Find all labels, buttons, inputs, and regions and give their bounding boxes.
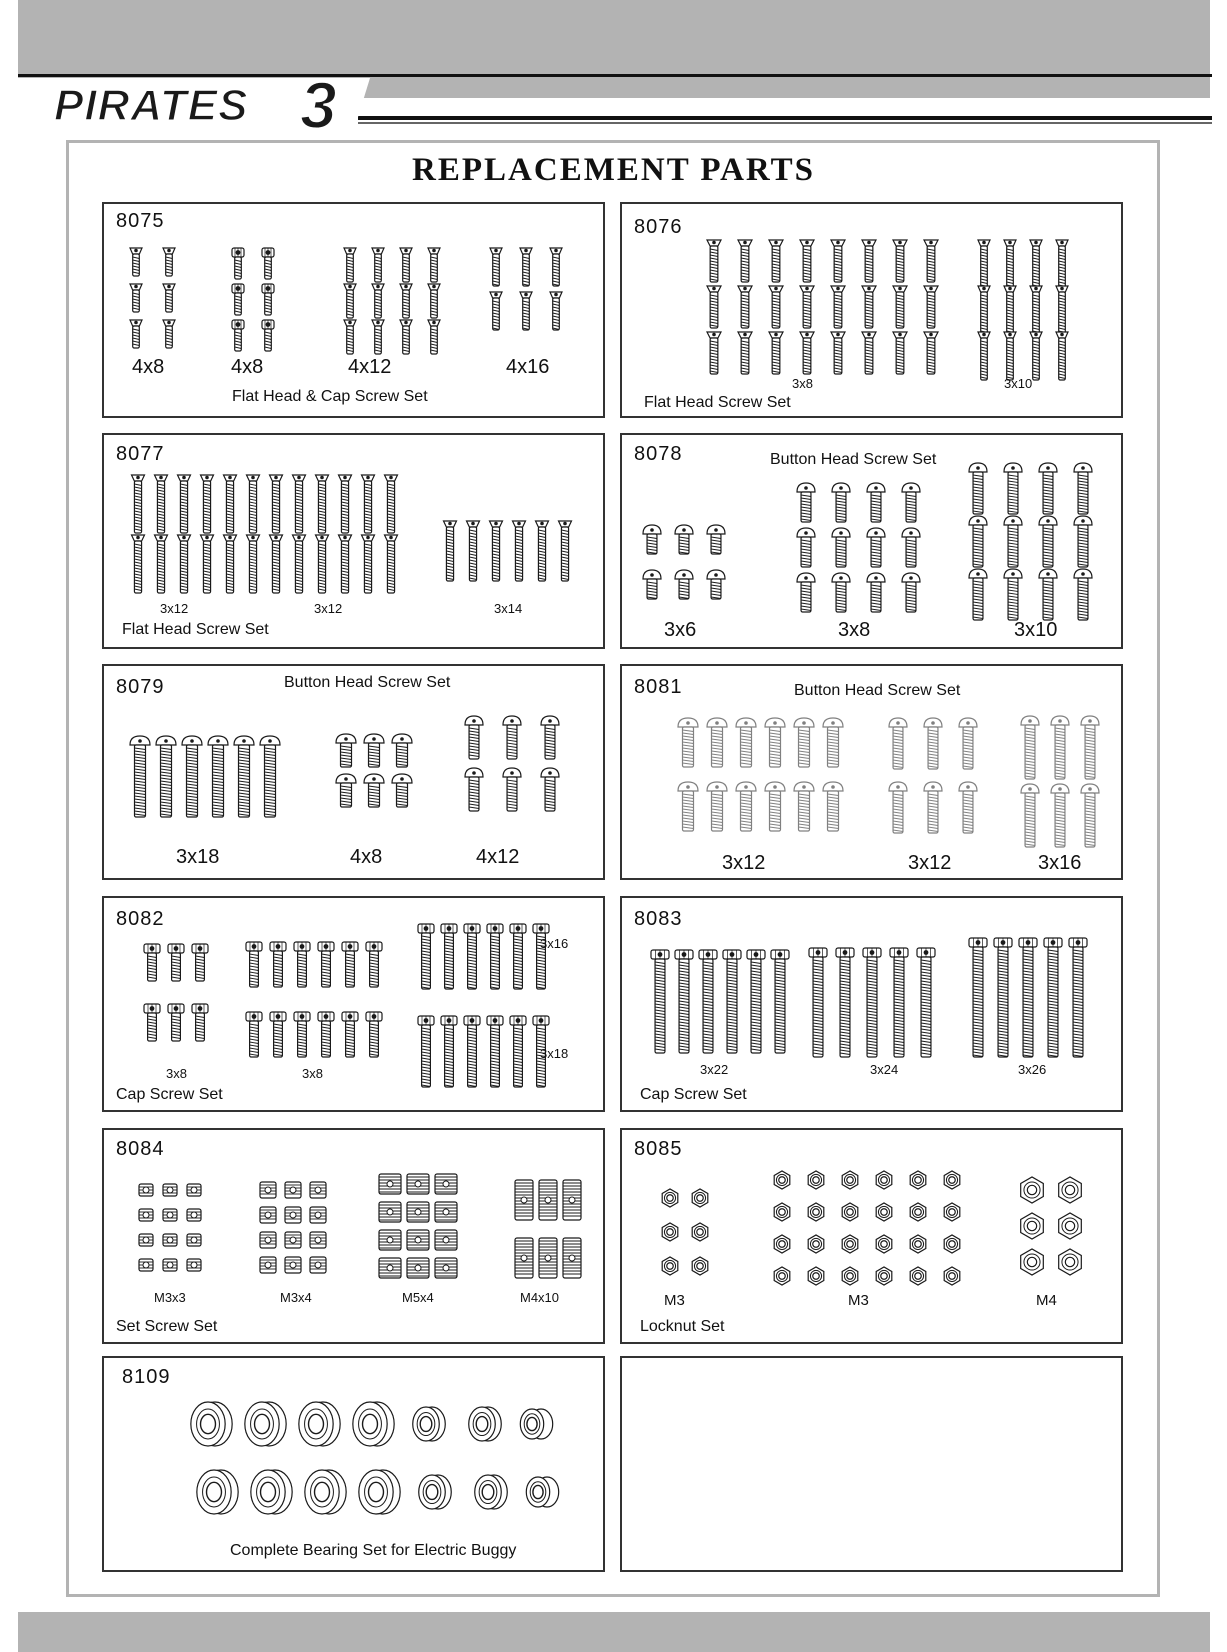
- logo-brand-text: PIRATES: [54, 81, 249, 130]
- flat-part-group: [490, 248, 562, 330]
- part-number: 8109: [122, 1366, 171, 1388]
- size-label: 4x16: [506, 356, 550, 378]
- part-number: 8075: [116, 210, 165, 232]
- part-number: 8077: [116, 443, 165, 465]
- panel-8081: [620, 664, 1123, 880]
- set-part-group: [379, 1174, 457, 1278]
- panel-8078: [620, 433, 1123, 649]
- part-number: 8078: [634, 443, 683, 465]
- set-label: Button Head Screw Set: [794, 682, 961, 699]
- parts-illustration: [622, 1130, 1125, 1346]
- flat-part-group: [444, 521, 572, 581]
- size-label: 3x14: [494, 601, 523, 616]
- size-label: 4x8: [350, 846, 383, 868]
- part-number: 8079: [116, 676, 165, 698]
- part-number: 8085: [634, 1138, 683, 1160]
- set-part-group: [260, 1182, 326, 1273]
- set-label: Locknut Set: [640, 1318, 725, 1335]
- panel-8077: [102, 433, 605, 649]
- set-label: Cap Screw Set: [116, 1086, 223, 1103]
- cap-part-group: [232, 248, 274, 351]
- parts-illustration: [622, 204, 1125, 420]
- size-label: M5x4: [402, 1290, 434, 1305]
- cap-part-group: [651, 950, 789, 1053]
- nut-part-group: [1021, 1177, 1082, 1275]
- button-part-group: [678, 718, 843, 831]
- size-label: 3x12: [722, 852, 766, 874]
- size-label: 3x8: [166, 1066, 187, 1081]
- panel-empty: [620, 1356, 1123, 1572]
- panel-8079: [102, 664, 605, 880]
- panel-8085: [620, 1128, 1123, 1344]
- size-label: M3: [664, 1292, 685, 1309]
- size-label: 3x26: [1018, 1062, 1047, 1077]
- size-label: 3x16: [1038, 852, 1082, 874]
- panel-8083: [620, 896, 1123, 1112]
- parts-illustration: [622, 898, 1125, 1114]
- size-label: 3x12: [160, 601, 189, 616]
- bearing-group: [191, 1402, 559, 1514]
- flat-part-group: [707, 240, 938, 374]
- flat-part-group: [130, 248, 175, 348]
- size-label: 4x8: [132, 356, 165, 378]
- size-label: M3: [848, 1292, 869, 1309]
- panel-8084: [102, 1128, 605, 1344]
- size-label: M4: [1036, 1292, 1057, 1309]
- part-number: 8083: [634, 908, 683, 930]
- size-label: 4x8: [231, 356, 264, 378]
- size-label: 3x10: [1014, 619, 1058, 641]
- size-label: M3x4: [280, 1290, 312, 1305]
- size-label: 3x8: [302, 1066, 323, 1081]
- nut-part-group: [662, 1189, 708, 1275]
- cap-part-group: [144, 944, 208, 1041]
- cap-part-group: [969, 938, 1087, 1057]
- part-number: 8076: [634, 216, 683, 238]
- set-part-group: [139, 1184, 201, 1271]
- bottom-gray-band: [18, 1612, 1210, 1652]
- set-part-group: [515, 1180, 581, 1278]
- set-label: Flat Head & Cap Screw Set: [232, 388, 428, 405]
- page-title: REPLACEMENT PARTS: [412, 152, 815, 188]
- size-label: 3x8: [792, 376, 813, 391]
- size-label: 3x12: [314, 601, 343, 616]
- parts-illustration: [104, 898, 607, 1114]
- size-label: 3x6: [664, 619, 697, 641]
- cap-part-group: [246, 942, 382, 1057]
- size-label: 4x12: [348, 356, 392, 378]
- button-part-group: [797, 483, 920, 612]
- part-number: 8082: [116, 908, 165, 930]
- set-label: Button Head Screw Set: [284, 674, 451, 691]
- nut-part-group: [774, 1171, 960, 1285]
- cap-part-group: [418, 924, 549, 989]
- button-part-group: [643, 525, 725, 599]
- set-label: Flat Head Screw Set: [644, 394, 791, 411]
- set-label: Complete Bearing Set for Electric Buggy: [230, 1542, 517, 1559]
- size-label: 3x10: [1004, 376, 1033, 391]
- parts-illustration: [104, 1130, 607, 1346]
- size-label: M4x10: [520, 1290, 560, 1305]
- flat-part-group: [978, 240, 1068, 380]
- size-label: 3x12: [908, 852, 952, 874]
- part-number: 8084: [116, 1138, 165, 1160]
- button-part-group: [336, 734, 412, 807]
- size-label: M3x3: [154, 1290, 186, 1305]
- part-number: 8081: [634, 676, 683, 698]
- size-label: 3x18: [540, 1046, 569, 1061]
- parts-illustration: [104, 435, 607, 651]
- button-part-group: [889, 718, 977, 833]
- cap-part-group: [418, 1016, 549, 1087]
- panel-8082: [102, 896, 605, 1112]
- size-label: 3x8: [838, 619, 871, 641]
- set-label: Flat Head Screw Set: [122, 621, 269, 638]
- button-part-group: [1021, 716, 1099, 847]
- panel-8076: [620, 202, 1123, 418]
- button-part-group: [465, 716, 559, 811]
- flat-part-group: [132, 475, 398, 593]
- size-label: 3x22: [700, 1062, 729, 1077]
- size-label: 3x18: [176, 846, 220, 868]
- size-label: 3x24: [870, 1062, 899, 1077]
- panel-8109: [102, 1356, 605, 1572]
- size-label: 4x12: [476, 846, 520, 868]
- pirates3-logo: [18, 74, 1212, 136]
- set-label: Cap Screw Set: [640, 1086, 747, 1103]
- set-label: Button Head Screw Set: [770, 451, 937, 468]
- set-label: Set Screw Set: [116, 1318, 218, 1335]
- button-part-group: [130, 736, 280, 817]
- logo-number-text: 3: [300, 74, 337, 136]
- size-label: 3x16: [540, 936, 569, 951]
- panel-8075: [102, 202, 605, 418]
- flat-part-group: [344, 248, 440, 354]
- button-part-group: [969, 463, 1092, 620]
- cap-part-group: [809, 948, 935, 1057]
